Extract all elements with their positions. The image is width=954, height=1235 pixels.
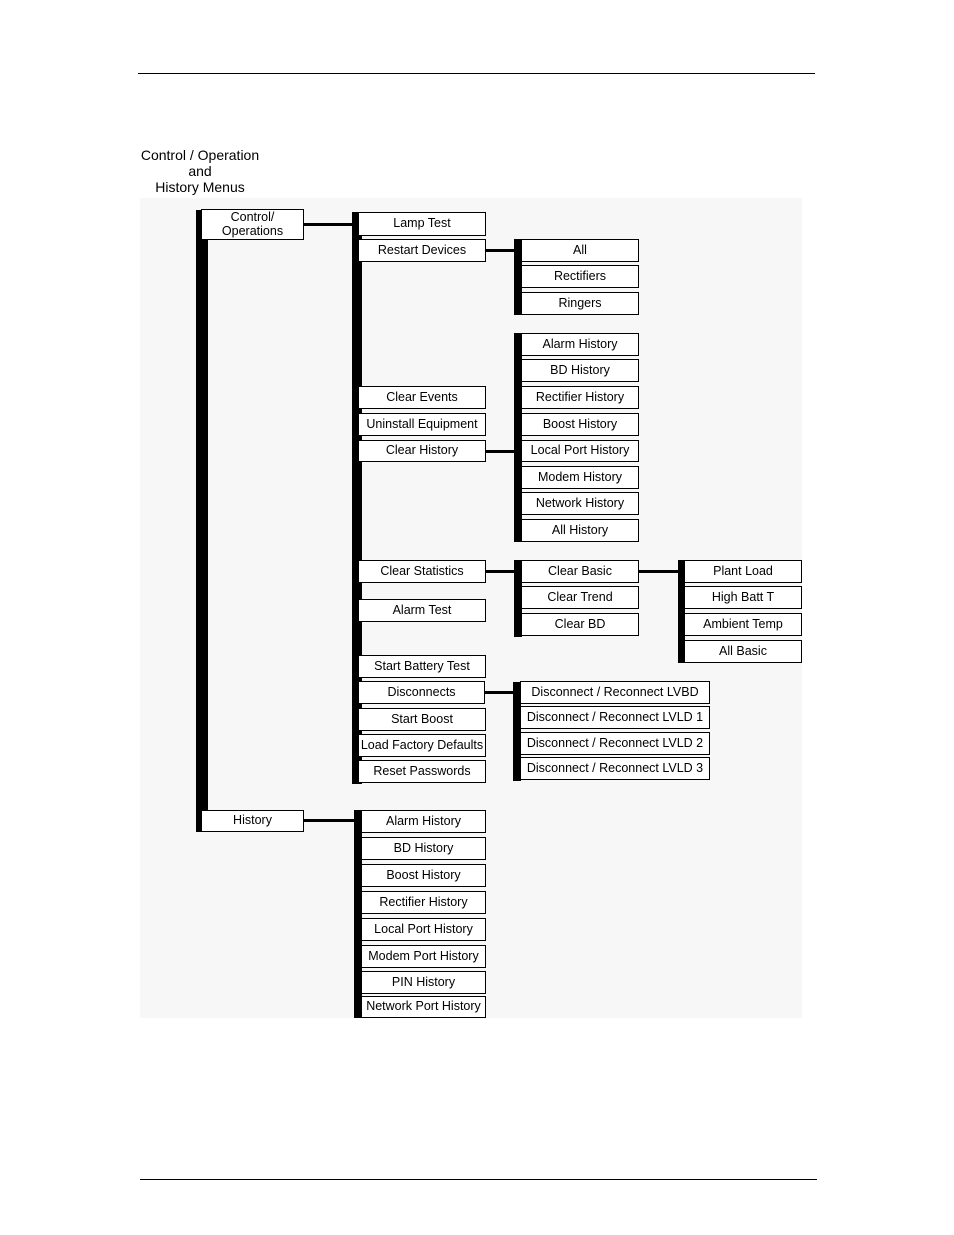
root-spine xyxy=(196,210,208,832)
history-item-label: BD History xyxy=(393,840,454,855)
history-item-local-port[interactable] xyxy=(361,918,486,941)
submenu-item-label: All History xyxy=(551,522,609,537)
history-item-pin[interactable] xyxy=(361,971,486,994)
menu-item-label: Disconnects xyxy=(387,684,456,699)
menu-item-label: Reset Passwords xyxy=(373,763,471,778)
submenu-item-label: Rectifiers xyxy=(553,268,607,283)
restart-item-all[interactable] xyxy=(521,239,639,262)
clear-stats-item-basic[interactable] xyxy=(521,560,639,583)
history-item-boost[interactable] xyxy=(361,864,486,887)
submenu-item-label: Boost History xyxy=(542,416,618,431)
submenu-item-label: Clear Trend xyxy=(547,589,613,604)
clear-history-item-local-port[interactable] xyxy=(521,440,639,462)
submenu-item-label: Ringers xyxy=(558,295,602,310)
header-rule xyxy=(138,73,815,74)
submenu-item-label: High Batt T xyxy=(711,589,775,604)
history-item-label: Rectifier History xyxy=(379,894,468,909)
menu-item-uninstall-equipment[interactable] xyxy=(358,413,486,436)
menu-item-restart-devices[interactable] xyxy=(358,239,486,262)
history-item-rectifier[interactable] xyxy=(361,891,486,914)
menu-item-start-battery-test[interactable] xyxy=(358,655,486,678)
history-item-modem-port[interactable] xyxy=(361,945,486,968)
menu-item-label: Load Factory Defaults xyxy=(360,737,484,752)
menu-item-label: Clear Events xyxy=(386,389,458,404)
history-item-label: Modem Port History xyxy=(368,948,479,963)
connector-clear-statistics-to-submenu xyxy=(485,570,515,573)
connector-restart-to-submenu xyxy=(485,249,515,252)
history-item-bd[interactable] xyxy=(361,837,486,860)
history-item-label: Local Port History xyxy=(374,921,473,936)
connector-clear-basic-to-submenu xyxy=(638,570,679,573)
restart-item-ringers[interactable] xyxy=(521,292,639,315)
clear-history-item-rectifier[interactable] xyxy=(521,386,639,409)
submenu-item-label: Disconnect / Reconnect LVBD xyxy=(531,684,699,699)
menu-item-clear-events[interactable] xyxy=(358,386,486,409)
menu-item-start-boost[interactable] xyxy=(358,708,486,731)
disconnect-item-lvld-3[interactable] xyxy=(520,757,710,780)
clear-history-item-bd[interactable] xyxy=(521,359,639,382)
menu-item-label: Start Boost xyxy=(391,711,453,726)
submenu-item-label: Plant Load xyxy=(713,563,773,578)
history-item-label: PIN History xyxy=(391,974,456,989)
submenu-item-label: Alarm History xyxy=(542,336,618,351)
menu-item-label: Uninstall Equipment xyxy=(366,416,478,431)
menu-item-alarm-test[interactable] xyxy=(358,599,486,622)
menu-item-label: Clear Statistics xyxy=(380,563,464,578)
menu-item-disconnects[interactable] xyxy=(358,681,485,704)
restart-item-rectifiers[interactable] xyxy=(521,265,639,288)
menu-item-reset-passwords[interactable] xyxy=(358,760,486,783)
menu-item-label: Restart Devices xyxy=(377,242,467,257)
clear-basic-item-all-basic[interactable] xyxy=(684,640,802,663)
connector-disconnects-to-submenu xyxy=(485,691,514,694)
menu-item-label: Lamp Test xyxy=(393,216,451,231)
menu-item-label: Clear History xyxy=(385,443,459,458)
submenu-item-label: All Basic xyxy=(719,643,767,658)
submenu-item-label: Network History xyxy=(535,495,625,510)
submenu-item-label: Local Port History xyxy=(530,443,630,458)
disconnect-item-lvld-2[interactable] xyxy=(520,732,710,755)
submenu-item-label: All xyxy=(573,242,587,257)
clear-history-item-boost[interactable] xyxy=(521,413,639,436)
clear-stats-item-trend[interactable] xyxy=(521,586,639,609)
submenu-item-label: Rectifier History xyxy=(535,389,625,404)
submenu-item-label: Clear BD xyxy=(554,616,606,631)
history-item-label: Network Port History xyxy=(366,999,481,1014)
menu-item-clear-history[interactable] xyxy=(358,440,486,462)
history-item-label: Boost History xyxy=(386,867,461,882)
menu-control-operations[interactable] xyxy=(201,209,304,240)
connector-control-to-menu xyxy=(304,223,353,226)
menu-history[interactable] xyxy=(201,810,304,832)
diagram-title: Control / Operation and History Menus xyxy=(140,147,260,195)
clear-history-item-network[interactable] xyxy=(521,492,639,515)
clear-history-item-all[interactable] xyxy=(521,519,639,542)
menu-control-operations-label: Control/ Operations xyxy=(221,209,284,238)
disconnect-item-lvbd[interactable] xyxy=(520,681,710,704)
clear-history-item-modem[interactable] xyxy=(521,466,639,489)
submenu-item-label: Clear Basic xyxy=(548,563,612,578)
menu-item-clear-statistics[interactable] xyxy=(358,560,486,583)
submenu-item-label: Modem History xyxy=(537,469,623,484)
clear-basic-item-plant-load[interactable] xyxy=(684,560,802,583)
submenu-item-label: BD History xyxy=(550,362,610,377)
menu-item-load-factory-defaults[interactable] xyxy=(358,734,486,757)
menu-item-label: Alarm Test xyxy=(392,602,452,617)
history-item-network-port[interactable] xyxy=(361,996,486,1018)
submenu-item-label: Disconnect / Reconnect LVLD 3 xyxy=(526,760,704,775)
connector-clear-history-to-submenu xyxy=(485,450,515,453)
submenu-item-label: Disconnect / Reconnect LVLD 1 xyxy=(526,709,704,724)
menu-history-label: History xyxy=(233,813,272,828)
menu-item-lamp-test[interactable] xyxy=(358,212,486,236)
submenu-item-label: Ambient Temp xyxy=(703,616,783,631)
submenu-item-label: Disconnect / Reconnect LVLD 2 xyxy=(526,735,704,750)
history-item-label: Alarm History xyxy=(385,813,461,828)
clear-history-item-alarm[interactable] xyxy=(521,333,639,356)
clear-basic-item-ambient-temp[interactable] xyxy=(684,613,802,636)
connector-history-to-menu xyxy=(304,819,355,822)
menu-item-label: Start Battery Test xyxy=(374,658,470,673)
disconnect-item-lvld-1[interactable] xyxy=(520,706,710,729)
history-item-alarm[interactable] xyxy=(361,810,486,833)
footer-rule xyxy=(140,1179,817,1180)
clear-basic-item-high-batt-t[interactable] xyxy=(684,586,802,609)
clear-stats-item-bd[interactable] xyxy=(521,613,639,636)
